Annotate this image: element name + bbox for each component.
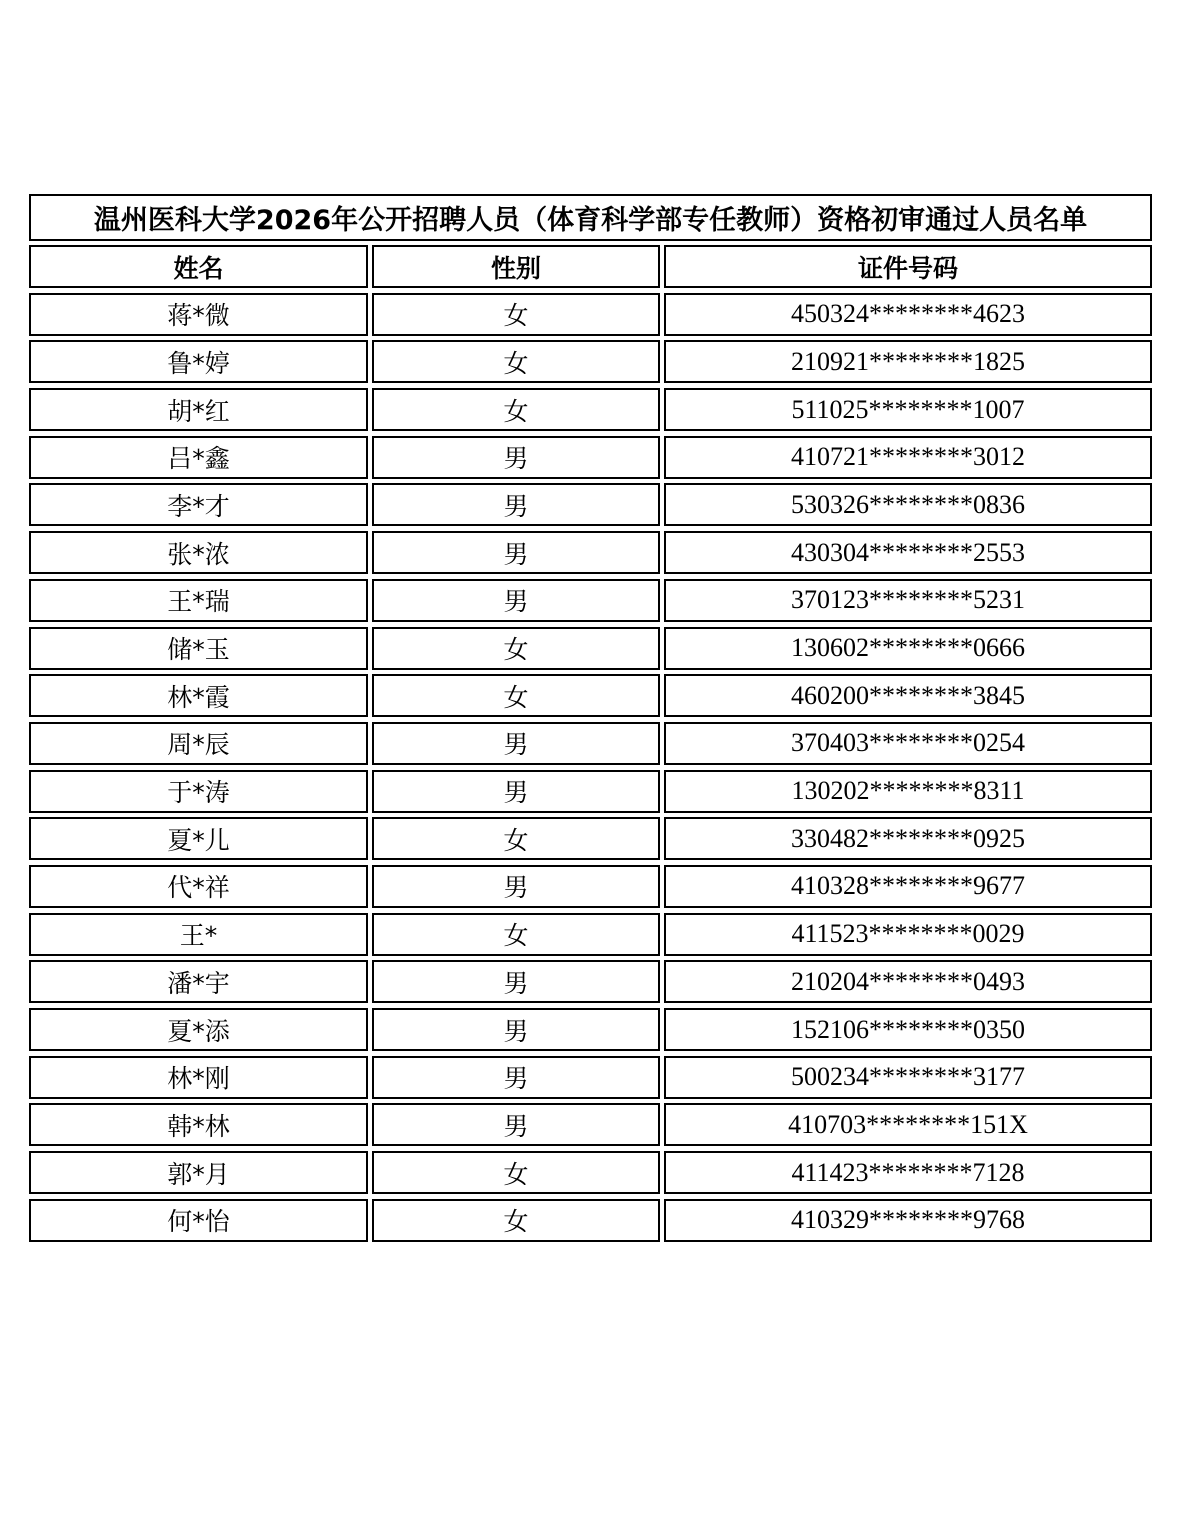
cell-id-number: 410721********3012 [664, 436, 1152, 479]
cell-name: 王* [29, 913, 368, 956]
table-row [29, 766, 1152, 814]
cell-gender: 男 [372, 436, 660, 479]
cell-name: 韩*林 [29, 1103, 368, 1146]
table-row [29, 861, 1152, 909]
table-row [29, 575, 1152, 623]
cell-gender: 女 [372, 627, 660, 670]
table-row [29, 670, 1152, 718]
table-row [29, 1147, 1152, 1195]
cell-gender: 女 [372, 1151, 660, 1194]
cell-gender: 女 [372, 293, 660, 336]
cell-gender: 女 [372, 1199, 660, 1242]
cell-id-number: 370123********5231 [664, 579, 1152, 622]
table-row [29, 956, 1152, 1004]
cell-name: 蒋*微 [29, 293, 368, 336]
cell-name: 何*怡 [29, 1199, 368, 1242]
cell-id-number: 500234********3177 [664, 1056, 1152, 1099]
cell-gender: 女 [372, 913, 660, 956]
table-body [29, 289, 1152, 1243]
cell-name: 张*浓 [29, 531, 368, 574]
document-title: 温州医科大学2026年公开招聘人员（体育科学部专任教师）资格初审通过人员名单 [29, 194, 1152, 241]
cell-id-number: 450324********4623 [664, 293, 1152, 336]
cell-name: 李*才 [29, 483, 368, 526]
table-row [29, 479, 1152, 527]
cell-id-number: 210921********1825 [664, 340, 1152, 383]
cell-gender: 男 [372, 1056, 660, 1099]
table-row [29, 432, 1152, 480]
table-row [29, 527, 1152, 575]
cell-id-number: 370403********0254 [664, 722, 1152, 765]
cell-name: 王*瑞 [29, 579, 368, 622]
table-row [29, 336, 1152, 384]
table-row [29, 289, 1152, 337]
cell-gender: 男 [372, 960, 660, 1003]
cell-id-number: 530326********0836 [664, 483, 1152, 526]
cell-id-number: 430304********2553 [664, 531, 1152, 574]
table-row [29, 384, 1152, 432]
cell-id-number: 411523********0029 [664, 913, 1152, 956]
cell-id-number: 330482********0925 [664, 817, 1152, 860]
cell-id-number: 411423********7128 [664, 1151, 1152, 1194]
cell-name: 胡*红 [29, 388, 368, 431]
header-gender: 性别 [372, 245, 660, 288]
cell-id-number: 410328********9677 [664, 865, 1152, 908]
cell-gender: 男 [372, 483, 660, 526]
cell-gender: 男 [372, 1103, 660, 1146]
cell-id-number: 460200********3845 [664, 674, 1152, 717]
cell-name: 夏*儿 [29, 817, 368, 860]
cell-id-number: 511025********1007 [664, 388, 1152, 431]
cell-name: 夏*添 [29, 1008, 368, 1051]
cell-gender: 男 [372, 865, 660, 908]
cell-id-number: 210204********0493 [664, 960, 1152, 1003]
cell-gender: 男 [372, 531, 660, 574]
cell-name: 林*刚 [29, 1056, 368, 1099]
cell-name: 周*辰 [29, 722, 368, 765]
table-row [29, 1195, 1152, 1243]
cell-id-number: 130202********8311 [664, 770, 1152, 813]
cell-gender: 女 [372, 388, 660, 431]
cell-gender: 女 [372, 674, 660, 717]
cell-name: 储*玉 [29, 627, 368, 670]
cell-gender: 男 [372, 722, 660, 765]
table-row [29, 623, 1152, 671]
cell-id-number: 410703********151X [664, 1103, 1152, 1146]
table-row [29, 909, 1152, 957]
table-row [29, 1052, 1152, 1100]
table-row [29, 813, 1152, 861]
header-id-number: 证件号码 [664, 245, 1152, 288]
cell-gender: 男 [372, 770, 660, 813]
cell-name: 鲁*婷 [29, 340, 368, 383]
cell-name: 林*霞 [29, 674, 368, 717]
cell-name: 潘*宇 [29, 960, 368, 1003]
cell-gender: 男 [372, 579, 660, 622]
cell-id-number: 152106********0350 [664, 1008, 1152, 1051]
cell-gender: 女 [372, 340, 660, 383]
cell-name: 吕*鑫 [29, 436, 368, 479]
cell-name: 于*涛 [29, 770, 368, 813]
cell-gender: 女 [372, 817, 660, 860]
roster-document [29, 194, 1152, 1242]
cell-id-number: 130602********0666 [664, 627, 1152, 670]
table-row [29, 718, 1152, 766]
table-header-row [29, 241, 1152, 289]
cell-name: 代*祥 [29, 865, 368, 908]
cell-name: 郭*月 [29, 1151, 368, 1194]
table-row [29, 1099, 1152, 1147]
table-row [29, 1004, 1152, 1052]
cell-gender: 男 [372, 1008, 660, 1051]
cell-id-number: 410329********9768 [664, 1199, 1152, 1242]
header-name: 姓名 [29, 245, 368, 288]
